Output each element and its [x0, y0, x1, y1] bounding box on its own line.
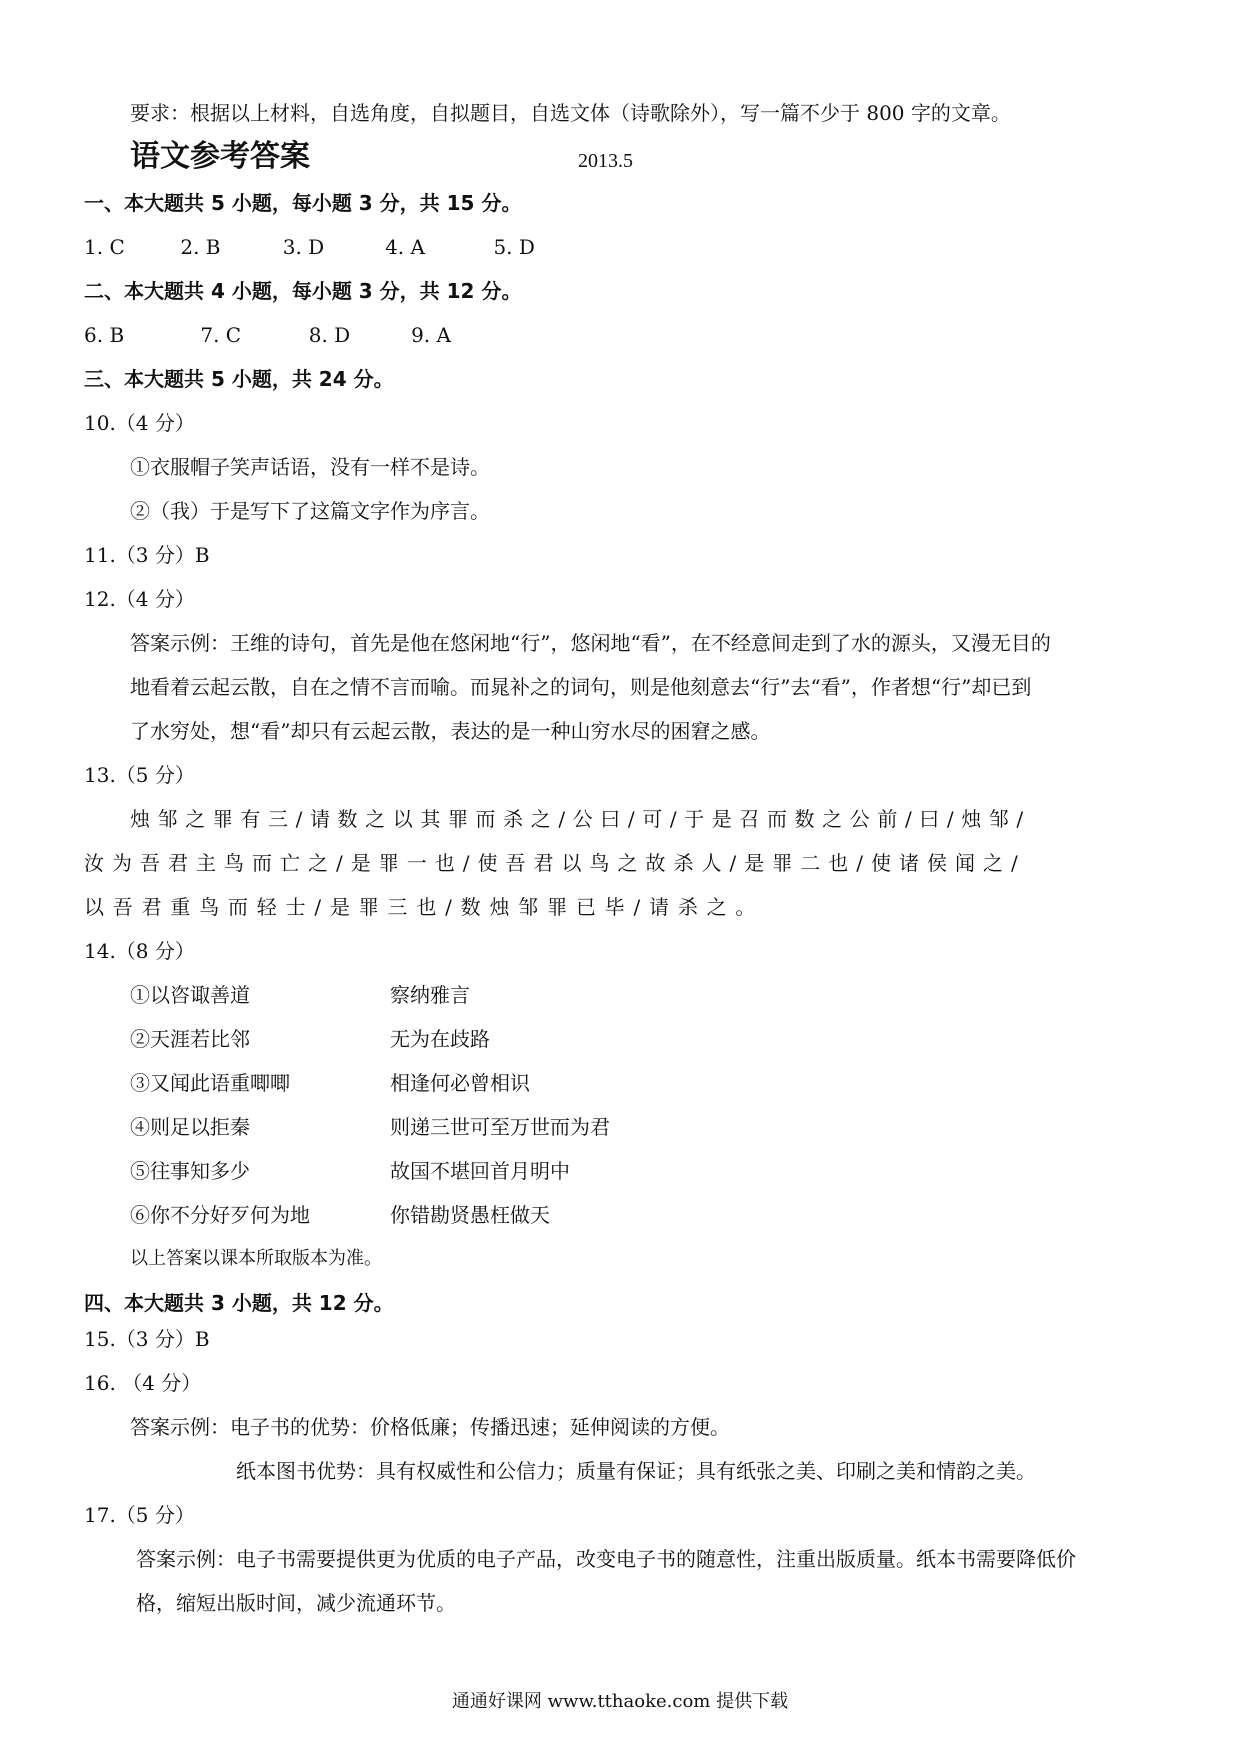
q12-line1: 答案示例：王维的诗句，首先是他在悠闲地“行”，悠闲地“看”，在不经意间走到了水的源头，又漫无目的 — [130, 631, 1051, 655]
answer-8: 8. D — [308, 323, 351, 347]
q14-item1-b: 察纳雅言 — [390, 983, 470, 1007]
essay-requirement: 要求：根据以上材料，自选角度，自拟题目，自选文体（诗歌除外），写一篇不少于 800 字的文章。 — [130, 101, 1011, 125]
q14-item3-a: ③又闻此语重唧唧 — [130, 1071, 290, 1095]
answer-3: 3. D — [282, 235, 325, 259]
q14-item5-a: ⑤往事知多少 — [130, 1159, 250, 1183]
q13-line2: 汝为吾君主鸟而亡之/是罪一也/使吾君以鸟之故杀人/是罪二也/使诸侯闻之/ — [84, 851, 1026, 875]
q17-line1: 答案示例：电子书需要提供更为优质的电子产品，改变电子书的随意性，注重出版质量。纸本书需要降低价 — [136, 1547, 1076, 1571]
q17-line2: 格，缩短出版时间，减少流通环节。 — [136, 1591, 456, 1615]
answer-9: 9. A — [411, 323, 451, 347]
q14-item4-b: 则递三世可至万世而为君 — [390, 1115, 610, 1139]
section2-answers — [84, 322, 451, 348]
q10-line2: ②（我）于是写下了这篇文字作为序言。 — [130, 499, 490, 523]
answer-4: 4. A — [385, 235, 425, 259]
q14-label: 14.（8 分） — [84, 939, 195, 963]
answer-2: 2. B — [180, 235, 221, 259]
q14-item2-b: 无为在歧路 — [390, 1027, 490, 1051]
q10-label: 10.（4 分） — [84, 411, 195, 435]
section2-heading: 二、本大题共 4 小题，每小题 3 分，共 12 分。 — [84, 279, 522, 303]
q13-line1: 烛邹之罪有三/请数之以其罪而杀之/公曰/可/于是召而数之公前/曰/烛邹/ — [130, 807, 1031, 831]
q13-label: 13.（5 分） — [84, 763, 195, 787]
answer-1: 1. C — [84, 235, 125, 259]
q10-line1: ①衣服帽子笑声话语，没有一样不是诗。 — [130, 455, 490, 479]
q16-line2: 纸本图书优势：具有权威性和公信力；质量有保证；具有纸张之美、印刷之美和情韵之美。 — [236, 1459, 1036, 1483]
answer-6: 6. B — [84, 323, 125, 347]
q13-line3: 以吾君重鸟而轻士/是罪三也/数烛邹罪已毕/请杀之。 — [84, 895, 765, 919]
q14-item6-b: 你错勘贤愚枉做天 — [390, 1203, 550, 1227]
q14-item5-b: 故国不堪回首月明中 — [390, 1159, 570, 1183]
q16-line1: 答案示例：电子书的优势：价格低廉；传播迅速；延伸阅读的方便。 — [130, 1415, 730, 1439]
section1-heading: 一、本大题共 5 小题，每小题 3 分，共 15 分。 — [84, 191, 522, 215]
answer-5: 5. D — [493, 235, 535, 259]
q12-line3: 了水穷处，想“看”却只有云起云散，表达的是一种山穷水尽的困窘之感。 — [130, 719, 771, 743]
q16-label: 16. （4 分） — [84, 1371, 202, 1395]
section4-heading: 四、本大题共 3 小题，共 12 分。 — [84, 1291, 394, 1315]
q12-line2: 地看着云起云散，自在之情不言而喻。而晁补之的词句，则是他刻意去“行”去“看”，作者想“行”却已到 — [130, 675, 1032, 699]
q17-label: 17.（5 分） — [84, 1503, 195, 1527]
q14-item6-a: ⑥你不分好歹何为地 — [130, 1203, 310, 1227]
q14-item3-b: 相逢何必曾相识 — [390, 1071, 530, 1095]
page-footer: 通通好课网 www.tthaoke.com 提供下载 — [451, 1691, 789, 1712]
page-title: 语文参考答案 — [130, 139, 310, 174]
q14-note: 以上答案以课本所取版本为准。 — [130, 1248, 382, 1269]
q14-item4-a: ④则足以拒秦 — [130, 1115, 250, 1139]
exam-date: 2013.5 — [578, 150, 633, 172]
q14-item2-a: ②天涯若比邻 — [130, 1027, 250, 1051]
answer-7: 7. C — [200, 323, 242, 347]
q15-answer: 15.（3 分）B — [84, 1327, 210, 1351]
section1-answers — [84, 234, 535, 260]
q11-answer: 11.（3 分）B — [84, 543, 210, 567]
q12-label: 12.（4 分） — [84, 587, 195, 611]
section3-heading: 三、本大题共 5 小题，共 24 分。 — [84, 367, 394, 391]
q14-item1-a: ①以咨诹善道 — [130, 983, 250, 1007]
